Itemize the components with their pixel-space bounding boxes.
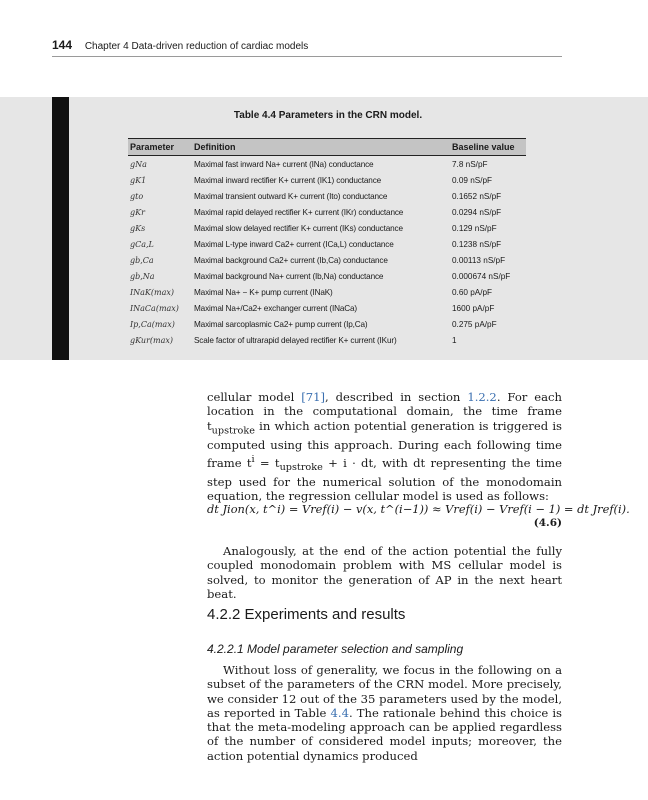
citation-link[interactable]: [71] <box>301 390 325 404</box>
baseline-value: 1600 pA/pF <box>452 303 495 313</box>
superscript: i <box>251 453 255 465</box>
table-row <box>128 252 526 268</box>
text-run: . The rationale behind this choice is that the meta-modeling approach can be applied regardless of the number of considered model inputs; moreover, the action potential dynamics produced <box>207 705 562 763</box>
text-run: = t <box>254 455 280 470</box>
table-row <box>128 204 526 220</box>
baseline-value: 0.000674 nS/pF <box>452 271 511 281</box>
column-header-definition: Definition <box>192 139 450 156</box>
table-row <box>128 284 526 300</box>
parameter-symbol: gKr <box>130 207 145 217</box>
table-row <box>128 332 526 348</box>
parameter-definition: Maximal fast inward Na+ current (INa) conductance <box>194 159 374 169</box>
table-caption: Table 4.4 Parameters in the CRN model. <box>233 110 423 121</box>
subscript: upstroke <box>279 461 323 473</box>
text-run: in which action potential generation is triggered is computed using this approach. During each following time frame t <box>207 418 562 470</box>
table-header-row <box>128 139 526 156</box>
baseline-value: 0.129 nS/pF <box>452 223 497 233</box>
parameter-definition: Maximal rapid delayed rectifier K+ current (IKr) conductance <box>194 207 404 217</box>
baseline-value: 0.275 pA/pF <box>452 319 497 329</box>
text-run: + i · dt, with dt representing the time step used for the numerical solution of the monodomain equation, the regression cellular model is used as follows: <box>207 455 562 504</box>
column-header-parameter: Parameter <box>128 139 192 156</box>
parameter-definition: Maximal background Na+ current (Ib,Na) conductance <box>194 271 384 281</box>
baseline-value: 0.0294 nS/pF <box>452 207 502 217</box>
section-heading: 4.2.2 Experiments and results <box>207 606 406 623</box>
parameter-symbol: gto <box>130 191 144 201</box>
parameters-table <box>128 138 526 348</box>
parameter-definition: Maximal Na+/Ca2+ exchanger current (INaCa) <box>194 303 357 313</box>
table-row <box>128 236 526 252</box>
table-row <box>128 316 526 332</box>
table-margin-bar <box>52 97 69 360</box>
parameter-symbol: INaCa(max) <box>130 303 179 313</box>
table-row <box>128 220 526 236</box>
table-row <box>128 188 526 204</box>
baseline-value: 1 <box>452 335 457 345</box>
equation-expression: dt Jion(x, t^i) = Vref(i) − v(x, t^(i−1)) ≈ Vref(i) − Vref(i − 1) = dt Jref(i). <box>207 502 630 516</box>
text-run: . For each location in the computational domain, the time frame t <box>207 390 562 433</box>
baseline-value: 0.00113 nS/pF <box>452 255 506 265</box>
baseline-value: 7.8 nS/pF <box>452 159 488 169</box>
parameter-symbol: gb,Na <box>130 271 155 281</box>
parameter-definition: Maximal transient outward K+ current (Ito) conductance <box>194 191 388 201</box>
chapter-title: Chapter 4 Data-driven reduction of cardiac models <box>84 41 309 52</box>
parameter-definition: Maximal background Ca2+ current (Ib,Ca) conductance <box>194 255 388 265</box>
baseline-value: 0.09 nS/pF <box>452 175 493 185</box>
table-row <box>128 300 526 316</box>
body-paragraph: Analogously, at the end of the action potential the fully coupled monodomain problem with MS cellular model is solved, to monitor the generation of AP in the next heart beat. <box>207 544 562 601</box>
equation-4-6 <box>207 502 630 536</box>
parameter-definition: Maximal slow delayed rectifier K+ current (IKs) conductance <box>194 223 403 233</box>
baseline-value: 0.1652 nS/pF <box>452 191 502 201</box>
parameter-symbol: gK1 <box>130 175 147 185</box>
table-link[interactable]: 4.4 <box>330 705 349 720</box>
text-run: Without loss of generality, we focus in the following on a subset of the parameters of the CRN model. More precisely, we consider 12 out of the 35 parameters used by the model, as reported in Table <box>207 663 562 720</box>
subsection-heading: 4.2.2.1 Model parameter selection and sampling <box>207 642 464 656</box>
baseline-value: 0.1238 nS/pF <box>452 239 502 249</box>
text-run: cellular model <box>207 390 302 404</box>
table-row <box>128 156 526 173</box>
parameter-symbol: gKur(max) <box>130 335 174 345</box>
parameter-definition: Maximal Na+ − K+ pump current (INaK) <box>194 287 333 297</box>
parameter-symbol: gKs <box>130 223 146 233</box>
parameter-symbol: INaK(max) <box>130 287 175 297</box>
parameter-definition: Maximal sarcoplasmic Ca2+ pump current (Ip,Ca) <box>194 319 368 329</box>
body-paragraph <box>207 663 562 763</box>
column-header-baseline-value: Baseline value <box>450 139 526 156</box>
subscript: upstroke <box>211 424 255 436</box>
table-row <box>128 268 526 284</box>
parameter-symbol: Ip,Ca(max) <box>130 319 175 329</box>
parameter-definition: Maximal inward rectifier K+ current (IK1) conductance <box>194 175 382 185</box>
equation-number: (4.6) <box>533 517 562 529</box>
parameter-symbol: gNa <box>130 159 147 169</box>
parameter-symbol: gb,Ca <box>130 255 154 265</box>
body-paragraph <box>207 390 562 504</box>
section-link[interactable]: 1.2.2 <box>467 390 497 404</box>
table-row <box>128 172 526 188</box>
page-header <box>52 38 562 57</box>
text-run: , described in section <box>325 390 468 404</box>
baseline-value: 0.60 pA/pF <box>452 287 493 297</box>
parameter-symbol: gCa,L <box>130 239 154 249</box>
parameter-definition: Maximal L-type inward Ca2+ current (ICa,L) conductance <box>194 239 394 249</box>
page-number: 144 <box>52 38 73 52</box>
parameter-definition: Scale factor of ultrarapid delayed rectifier K+ current (IKur) <box>194 335 397 345</box>
